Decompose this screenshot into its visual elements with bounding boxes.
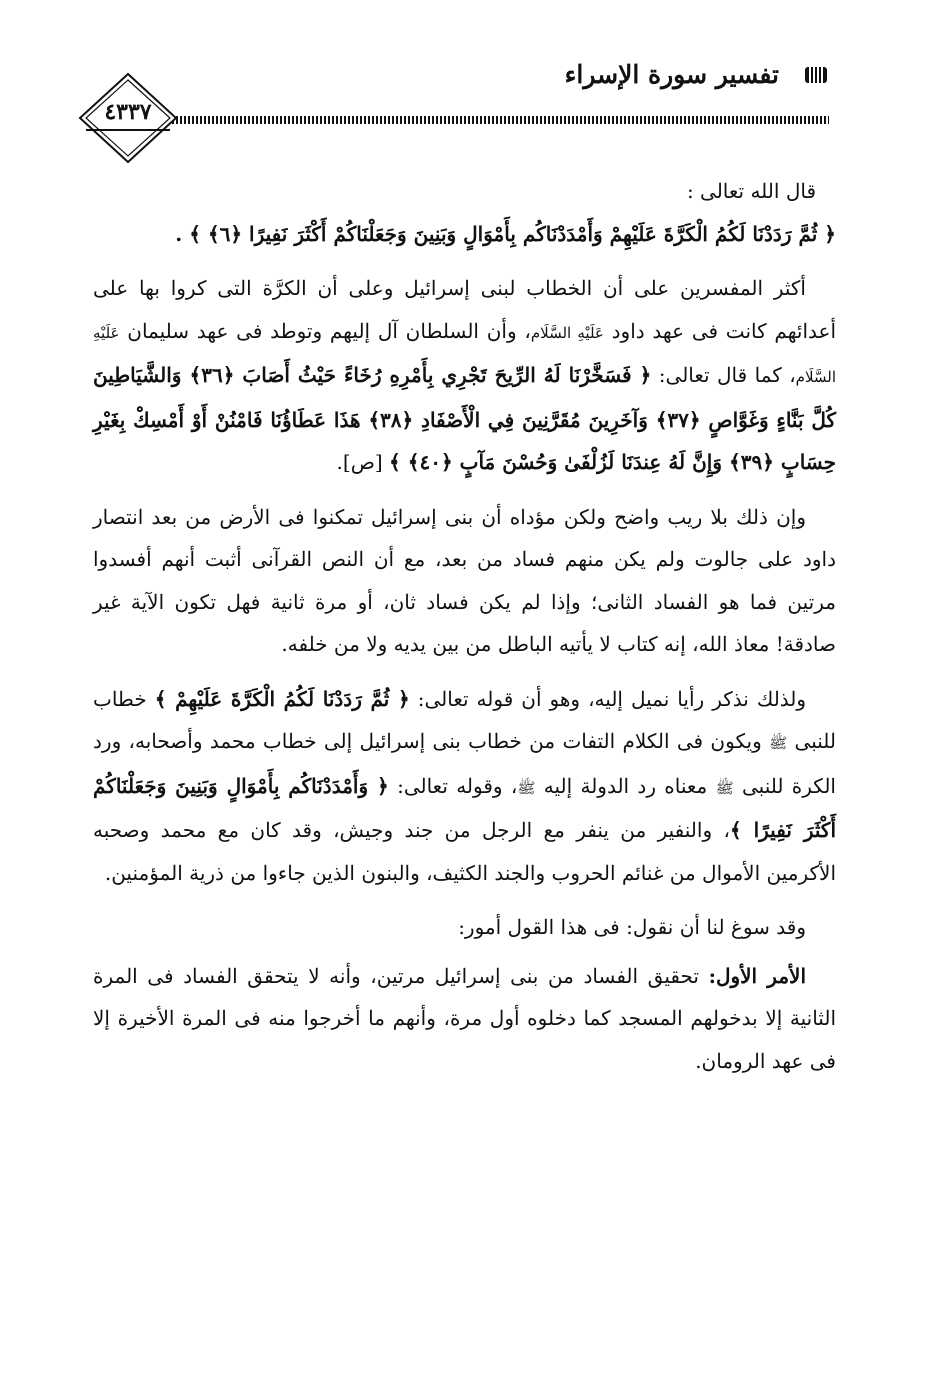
page-number: ٤٣٣٧	[104, 99, 152, 125]
verse-end: .	[175, 221, 183, 246]
paragraph-2: وإن ذلك بلا ريب واضح ولكن مؤداه أن بنى إسرائيل تمكنوا فى الأرض من بعد انتصار داود على جالوت ولم يكن منهم فساد من بعد، مع أن النص القرآنى أثبت أنهم أفسدوا مرتين فما هو الفساد الثانى؛ وإذا لم يكن فساد ثان، أو مرة ثانية فهل تكون الآية غير صادقة! معاذ الله، إنه كتاب لا يأتيه الباطل من بين يديه ولا من خلفه.	[93, 504, 836, 656]
quran-quote: ﴿ وَأَمْدَدْنَاكُم بِأَمْوَالٍ وَبَنِينَ وَجَعَلْنَاكُمْ أَكْثَرَ نَفِيرًا ﴾	[93, 773, 836, 842]
page-header	[0, 0, 929, 170]
intro-line: قال الله تعالى :	[686, 179, 816, 203]
honorific-text: ﷺ	[715, 778, 734, 797]
paragraph-1: أكثر المفسرين على أن الخطاب لبنى إسرائيل وعلى أن الكرَّة التى كروا بها على أعدائهم كانت فى عهد داود عَلَيْهِ السَّلَام، وأن السلطان آل إليهم وتوطد فى عهد سليمان عَلَيْهِ السَّلَام، كما قال تعالى: ﴿ فَسَخَّرْنَا لَهُ الرِّيحَ تَجْرِي بِأَمْرِهِ رُخَاءً حَيْثُ أَصَابَ ﴿٣٦﴾ وَالشَّيَاطِينَ كُلَّ بَنَّاءٍ وَغَوَّاصٍ ﴿٣٧﴾ وَآخَرِينَ مُقَرَّنِينَ فِي الْأَصْفَادِ ﴿٣٨﴾ هَذَا عَطَاؤُنَا فَامْنُنْ أَوْ أَمْسِكْ بِغَيْرِ حِسَابٍ ﴿٣٩﴾ وَإِنَّ لَهُ عِندَنَا لَزُلْفَىٰ وَحُسْنَ مَآبٍ ﴿٤٠﴾ ﴾ [ص].	[93, 276, 837, 474]
quran-quote: ﴿ ثُمَّ رَدَدْنَا لَكُمُ الْكَرَّةَ عَلَيْهِمْ ﴾	[154, 686, 410, 711]
paragraph-3: ولذلك نذكر رأيا نميل إليه، وهو أن قوله تعالى: ﴿ ثُمَّ رَدَدْنَا لَكُمُ الْكَرَّةَ عَلَيْهِمْ ﴾ خطاب للنبى ﷺ ويكون فى الكلام التفات من خطاب بنى إسرائيل إلى خطاب محمد وأصحابه، ورد الكرة للنبى ﷺ معناه رد الدولة إليه ﷺ، وقوله تعالى: ﴿ وَأَمْدَدْنَاكُم بِأَمْوَالٍ وَبَنِينَ وَجَعَلْنَاكُمْ أَكْثَرَ نَفِيرًا ﴾، والنفير من ينفر مع الرجل من جند وجيش، وقد كان مع محمد وصحبه الأكرمين الأموال من غنائم الحروب والجند الكثيف، والبنون الذين جاءوا من ذرية المؤمنين.	[93, 686, 837, 885]
verse-text: ﴿ ثُمَّ رَدَدْنَا لَكُمُ الْكَرَّةَ عَلَيْهِمْ وَأَمْدَدْنَاكُم بِأَمْوَالٍ وَبَنِينَ وَجَعَلْنَاكُمْ أَكْثَرَ نَفِيرًا ﴿٦﴾ ﴾	[189, 221, 836, 246]
honorific-text: ﷺ	[769, 734, 788, 752]
header-rule	[168, 116, 829, 124]
honorific-text: عَلَيْهِ السَّلَام	[93, 323, 837, 386]
honorific-text: عَلَيْهِ السَّلَام	[530, 323, 604, 342]
section-lead: الأمر الأول:	[708, 963, 807, 988]
quran-verse-block	[93, 213, 836, 256]
paragraph-4: وقد سوغ لنا أن نقول: فى هذا القول أمور:	[458, 915, 806, 939]
running-title: تفسير سورة الإسراء	[564, 60, 779, 89]
floral-ornament-icon	[803, 64, 829, 86]
page-body	[93, 170, 836, 1094]
paragraph-5: الأمر الأول: تحقيق الفساد من بنى إسرائيل مرتين، وأنه لا يتحقق الفساد فى المرة الثانية إلا بدخولهم المسجد كما دخلوه أول مرة، وأنهم ما أخرجوا منه فى المرة الأخيرة إلا فى عهد الرومان.	[93, 963, 836, 1073]
honorific-text: ﷺ	[517, 778, 536, 797]
surah-reference: [ص].	[336, 450, 383, 474]
quran-quote: ﴿ فَسَخَّرْنَا لَهُ الرِّيحَ تَجْرِي بِأَمْرِهِ رُخَاءً حَيْثُ أَصَابَ ﴿٣٦﴾ وَالشَّيَاطِينَ كُلَّ بَنَّاءٍ وَغَوَّاصٍ ﴿٣٧﴾ وَآخَرِينَ مُقَرَّنِينَ فِي الْأَصْفَادِ ﴿٣٨﴾ هَذَا عَطَاؤُنَا فَامْنُنْ أَوْ أَمْسِكْ بِغَيْرِ حِسَابٍ ﴿٣٩﴾ وَإِنَّ لَهُ عِندَنَا لَزُلْفَىٰ وَحُسْنَ مَآبٍ ﴿٤٠﴾ ﴾	[93, 363, 837, 474]
